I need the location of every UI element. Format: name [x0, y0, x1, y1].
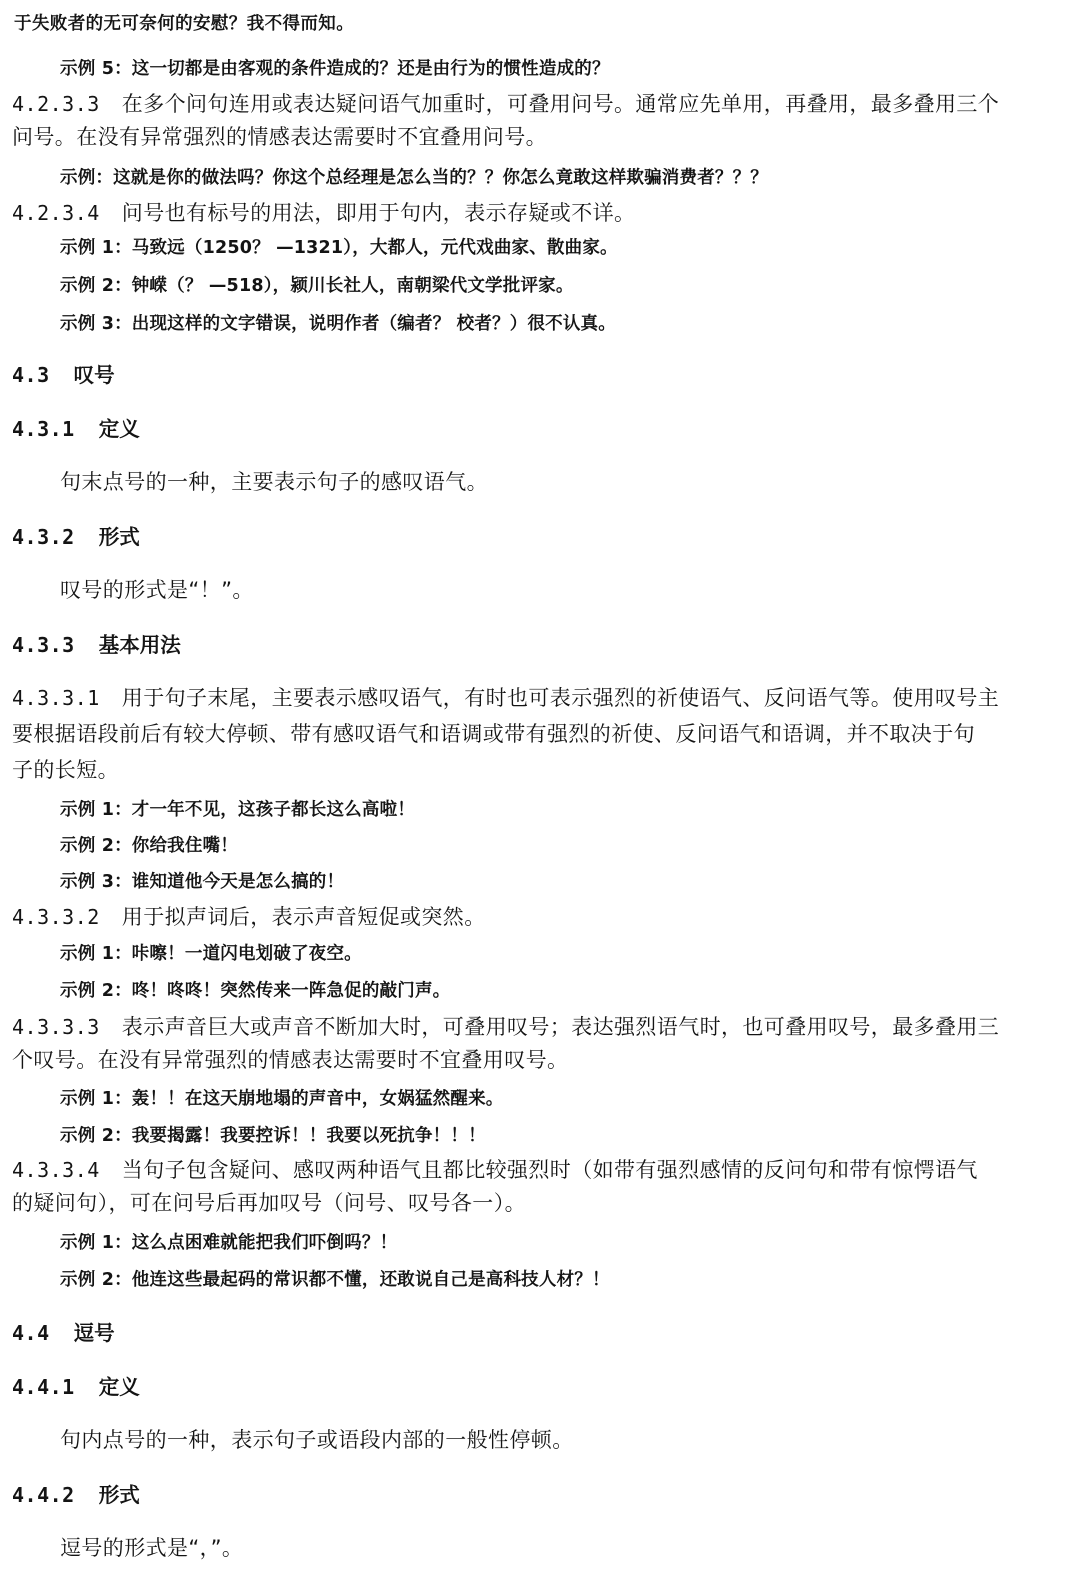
example-line: 示例 1：咔嚓！一道闪电划破了夜空。: [60, 944, 362, 964]
paragraph-4-2-3-3: [12, 88, 999, 118]
section-number: 4.4: [12, 1321, 50, 1345]
example-line: 示例 5：这一切都是由客观的条件造成的？还是由行为的惯性造成的？: [60, 59, 610, 79]
example-line: 示例 2：他连这些最起码的常识都不懂，还敢说自己是高科技人材？！: [60, 1270, 610, 1290]
paragraph-text: 个叹号。在没有异常强烈的情感表达需要时不宜叠用叹号。: [12, 1048, 569, 1072]
example-line: 示例 1：马致远（1250？ —1321），大都人，元代戏曲家、散曲家。: [60, 238, 618, 258]
clause-number: 4.2.3.4: [12, 201, 100, 225]
section-number: 4.3.1: [12, 417, 75, 441]
paragraph-text: 的疑问句），可在问号后再加叹号（问号、叹号各一）。: [12, 1191, 526, 1215]
section-title: 基本用法: [98, 633, 181, 657]
paragraph-4-2-3-4: [12, 197, 635, 227]
paragraph-4-3-3-3: [12, 1011, 999, 1041]
paragraph-4-3-3-1: [12, 682, 999, 712]
paragraph-text: 在多个问句连用或表达疑问语气加重时，可叠用问号。通常应先单用，再叠用，最多叠用三个: [121, 92, 1000, 116]
section-title: 定义: [98, 1375, 140, 1399]
section-title: 形式: [98, 1483, 140, 1507]
section-number: 4.3.3: [12, 633, 75, 657]
example-line: 示例 2：钟嵘（？ —518），颍川长社人，南朝梁代文学批评家。: [60, 276, 574, 296]
section-number: 4.4.1: [12, 1375, 75, 1399]
section-title: 叹号: [73, 363, 115, 387]
body-text: 句内点号的一种，表示句子或语段内部的一般性停顿。: [60, 1428, 574, 1452]
section-number: 4.4.2: [12, 1483, 75, 1507]
paragraph-text: 用于句子末尾，主要表示感叹语气，有时也可表示强烈的祈使语气、反问语气等。使用叹号主: [121, 686, 1000, 710]
example-line: 示例 2：我要揭露！我要控诉！！我要以死抗争！！！: [60, 1126, 486, 1146]
section-title: 形式: [98, 525, 140, 549]
section-number: 4.3: [12, 363, 50, 387]
example-line: 示例 1：才一年不见，这孩子都长这么高啦！: [60, 800, 415, 820]
example-line: 示例 1：这么点困难就能把我们吓倒吗？！: [60, 1233, 398, 1253]
clause-number: 4.3.3.3: [12, 1015, 100, 1039]
paragraph-text: 子的长短。: [12, 758, 119, 782]
section-heading-4-4-2: [12, 1478, 140, 1508]
body-text: 句末点号的一种，主要表示句子的感叹语气。: [60, 470, 488, 494]
paragraph-4-3-3-2: [12, 901, 486, 931]
section-heading-4-3: [12, 358, 115, 388]
example-line: 示例：这就是你的做法吗？你这个总经理是怎么当的？？你怎么竟敢这样欺骗消费者？？？: [60, 168, 768, 188]
paragraph-text: 表示声音巨大或声音不断加大时，可叠用叹号；表达强烈语气时，也可叠用叹号，最多叠用三: [121, 1015, 1000, 1039]
clause-number: 4.3.3.4: [12, 1158, 100, 1182]
example-line: 示例 1：轰！！在这天崩地塌的声音中，女娲猛然醒来。: [60, 1089, 504, 1109]
paragraph-text: 问号也有标号的用法，即用于句内，表示存疑或不详。: [121, 201, 636, 225]
section-heading-4-3-3: [12, 628, 181, 658]
text-line: 于失败者的无可奈何的安慰？我不得而知。: [14, 14, 355, 34]
clause-number: 4.3.3.2: [12, 905, 100, 929]
section-heading-4-4: [12, 1316, 115, 1346]
example-line: 示例 2：你给我住嘴！: [60, 836, 238, 856]
section-heading-4-3-1: [12, 412, 140, 442]
section-title: 定义: [98, 417, 140, 441]
section-heading-4-4-1: [12, 1370, 140, 1400]
section-heading-4-3-2: [12, 520, 140, 550]
clause-number: 4.3.3.1: [12, 686, 100, 710]
example-line: 示例 2：咚！咚咚！突然传来一阵急促的敲门声。: [60, 981, 451, 1001]
paragraph-text: 用于拟声词后，表示声音短促或突然。: [121, 905, 486, 929]
section-title: 逗号: [73, 1321, 115, 1345]
body-text: 逗号的形式是“，”。: [60, 1536, 244, 1560]
clause-number: 4.2.3.3: [12, 92, 100, 116]
example-line: 示例 3：谁知道他今天是怎么搞的！: [60, 872, 345, 892]
example-line: 示例 3：出现这样的文字错误，说明作者（编者？ 校者？）很不认真。: [60, 314, 616, 334]
paragraph-text: 要根据语段前后有较大停顿、带有感叹语气和语调或带有强烈的祈使、反问语气和语调，并不取决于句: [12, 722, 975, 746]
paragraph-text: 问号。在没有异常强烈的情感表达需要时不宜叠用问号。: [12, 125, 547, 149]
body-text: 叹号的形式是“！”。: [60, 578, 254, 602]
paragraph-4-3-3-4: [12, 1154, 978, 1184]
paragraph-text: 当句子包含疑问、感叹两种语气且都比较强烈时（如带有强烈感情的反问句和带有惊愕语气: [121, 1158, 978, 1182]
section-number: 4.3.2: [12, 525, 75, 549]
